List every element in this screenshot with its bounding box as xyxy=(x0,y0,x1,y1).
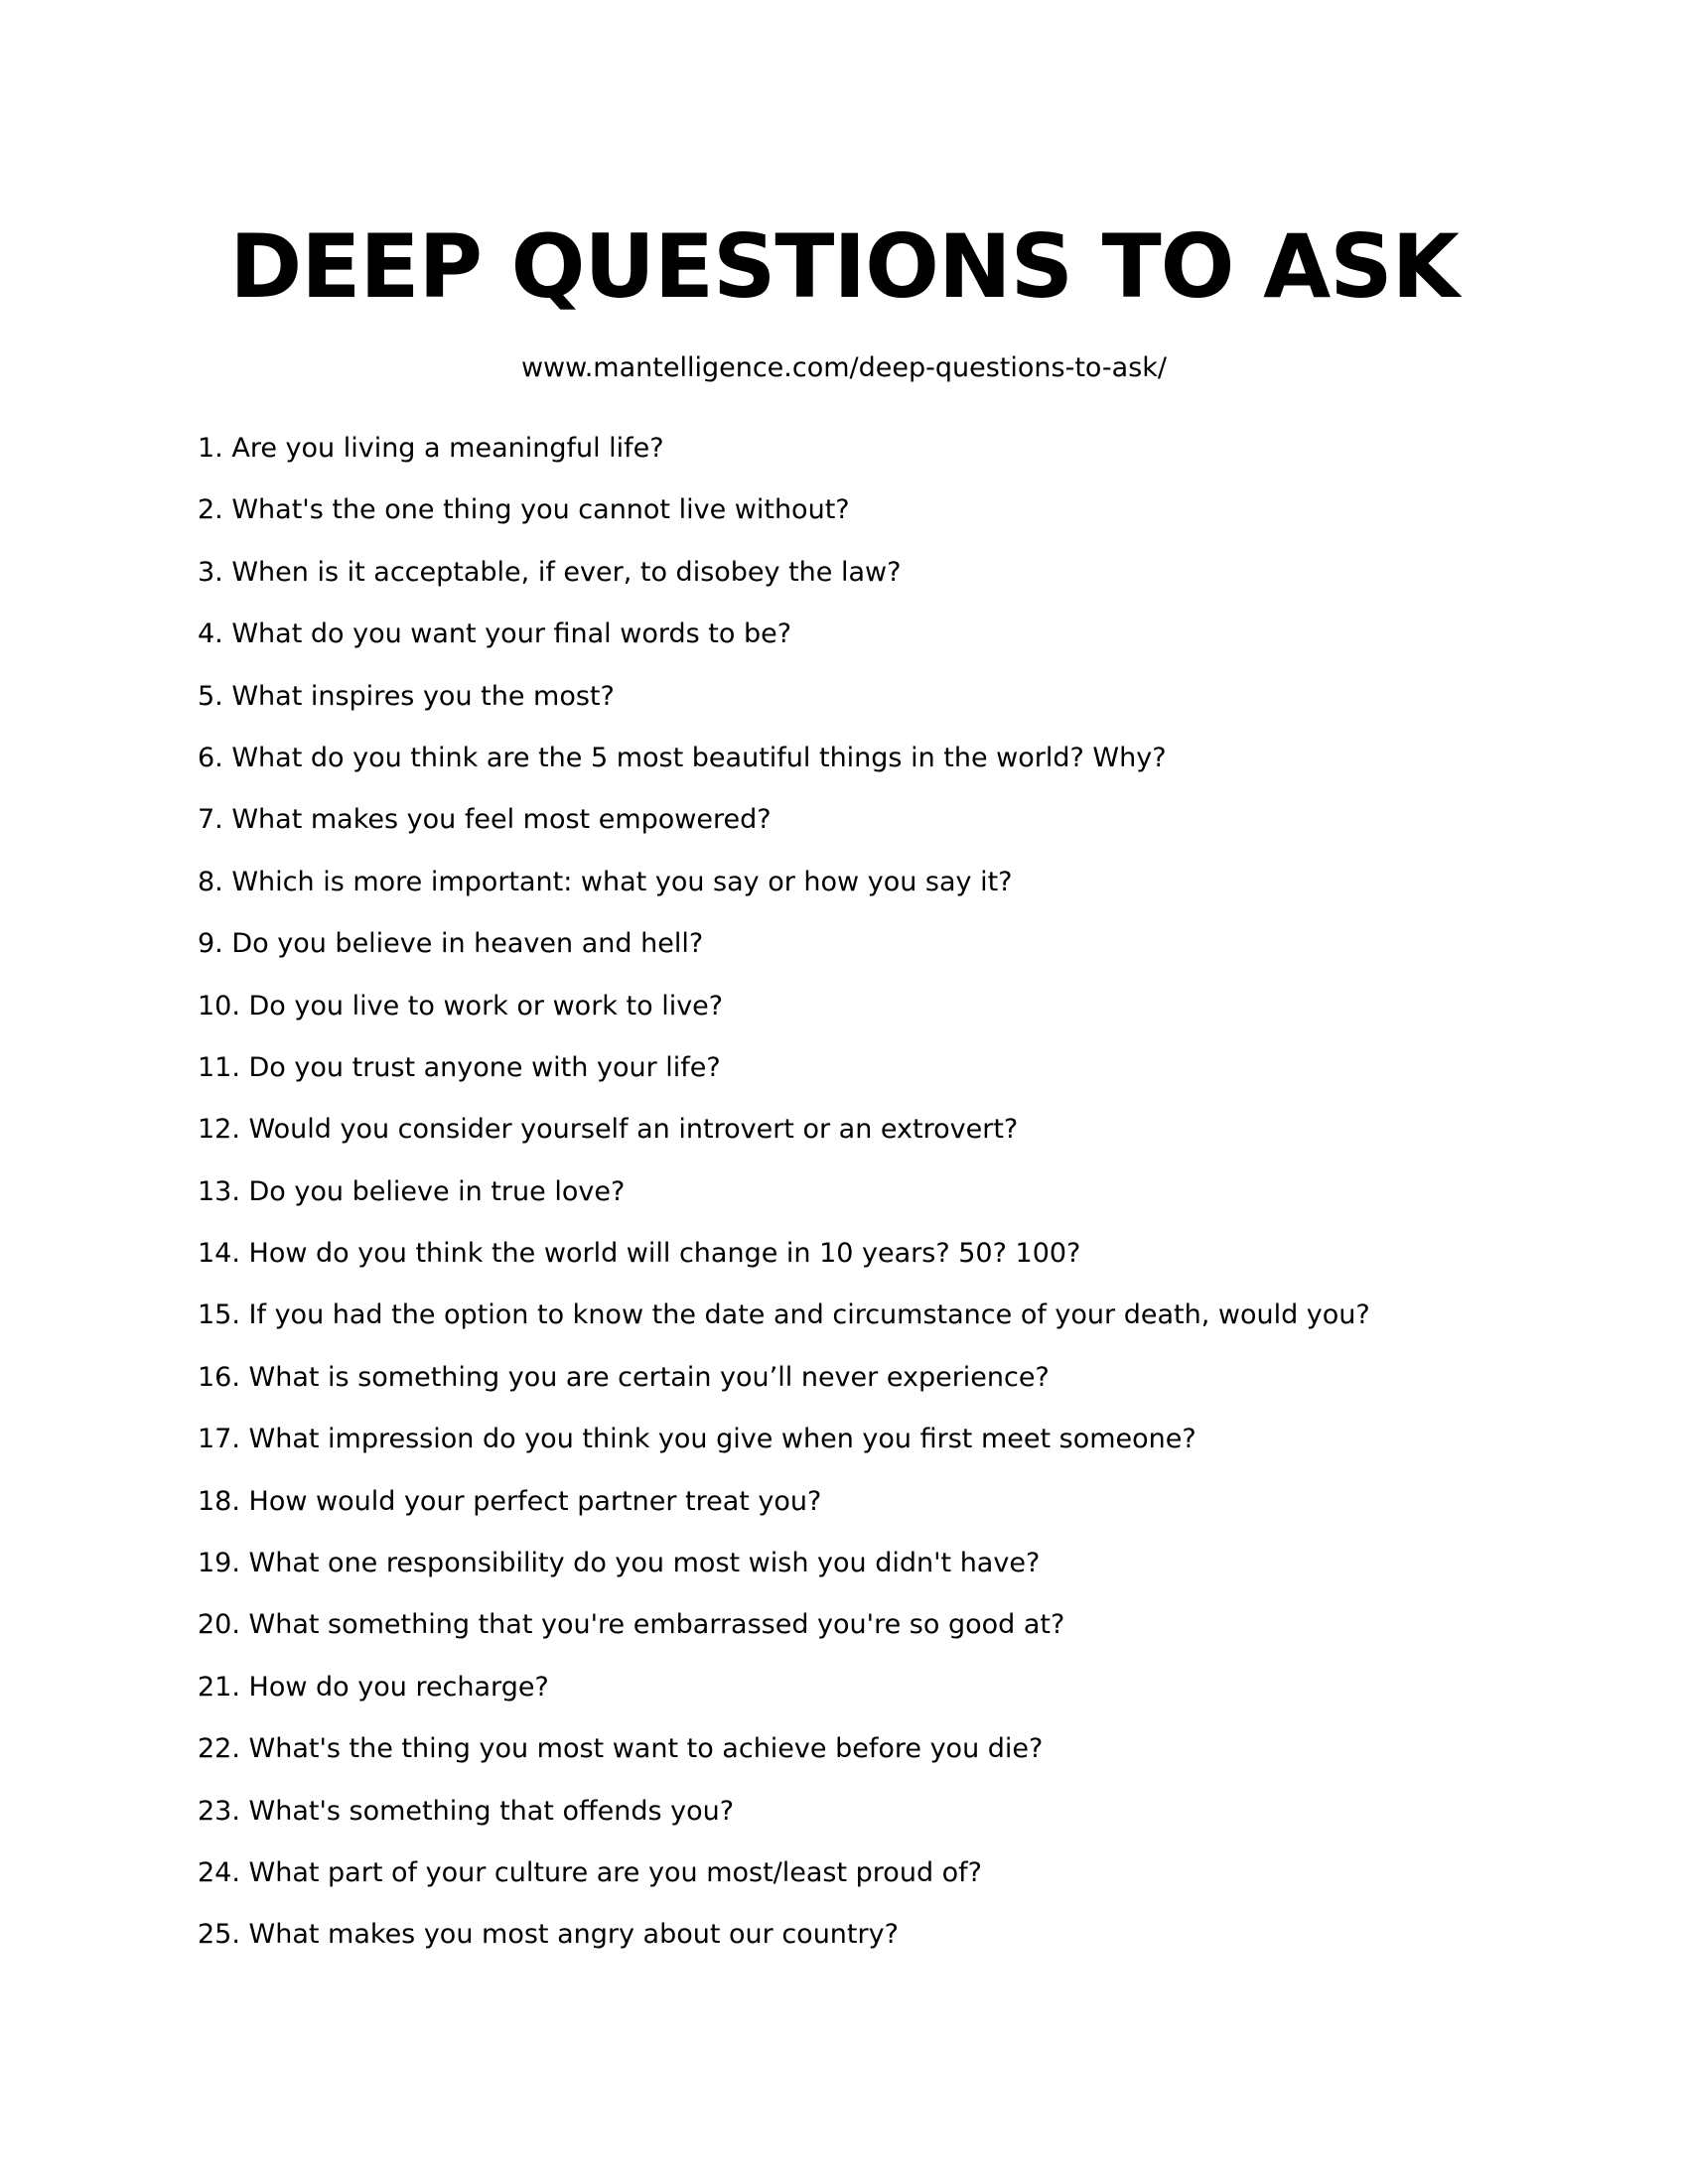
question-item: 22. What's the thing you most want to achieve before you die? xyxy=(198,1733,1044,1765)
question-item: 18. How would your perfect partner treat you? xyxy=(198,1485,822,1517)
question-item: 1. Are you living a meaningful life? xyxy=(198,433,664,464)
question-item: 7. What makes you feel most empowered? xyxy=(198,804,772,836)
question-item: 4. What do you want your final words to be? xyxy=(198,618,792,650)
question-item: 24. What part of your culture are you most/least proud of? xyxy=(198,1856,983,1888)
source-url: www.mantelligence.com/deep-questions-to-ask/ xyxy=(520,352,1168,383)
question-item: 23. What's something that offends you? xyxy=(198,1795,735,1827)
question-item: 21. How do you recharge? xyxy=(198,1671,549,1703)
question-item: 25. What makes you most angry about our country? xyxy=(198,1919,899,1951)
question-item: 10. Do you live to work or work to live? xyxy=(198,990,724,1022)
question-item: 19. What one responsibility do you most wish you didn't have? xyxy=(198,1548,1041,1579)
question-item: 20. What something that you're embarrassed you're so good at? xyxy=(198,1609,1065,1641)
question-list xyxy=(198,429,1568,1978)
question-item: 16. What is something you are certain you’ll never experience? xyxy=(198,1361,1050,1393)
question-item: 3. When is it acceptable, if ever, to disobey the law? xyxy=(198,556,902,588)
question-item: 5. What inspires you the most? xyxy=(198,680,615,712)
question-item: 14. How do you think the world will change in 10 years? 50? 100? xyxy=(198,1238,1081,1270)
question-item: 13. Do you believe in true love? xyxy=(198,1175,626,1207)
question-item: 8. Which is more important: what you say or how you say it? xyxy=(198,866,1013,897)
question-item: 6. What do you think are the 5 most beautiful things in the world? Why? xyxy=(198,742,1167,773)
question-item: 12. Would you consider yourself an introvert or an extrovert? xyxy=(198,1114,1019,1146)
question-item: 9. Do you believe in heaven and hell? xyxy=(198,928,704,960)
page-title: DEEP QUESTIONS TO ASK xyxy=(229,215,1459,318)
question-item: 17. What impression do you think you give when you first meet someone? xyxy=(198,1424,1196,1455)
question-item: 11. Do you trust anyone with your life? xyxy=(198,1051,721,1083)
question-item: 2. What's the one thing you cannot live without? xyxy=(198,494,850,526)
question-item: 15. If you had the option to know the date and circumstance of your death, would you? xyxy=(198,1299,1370,1331)
